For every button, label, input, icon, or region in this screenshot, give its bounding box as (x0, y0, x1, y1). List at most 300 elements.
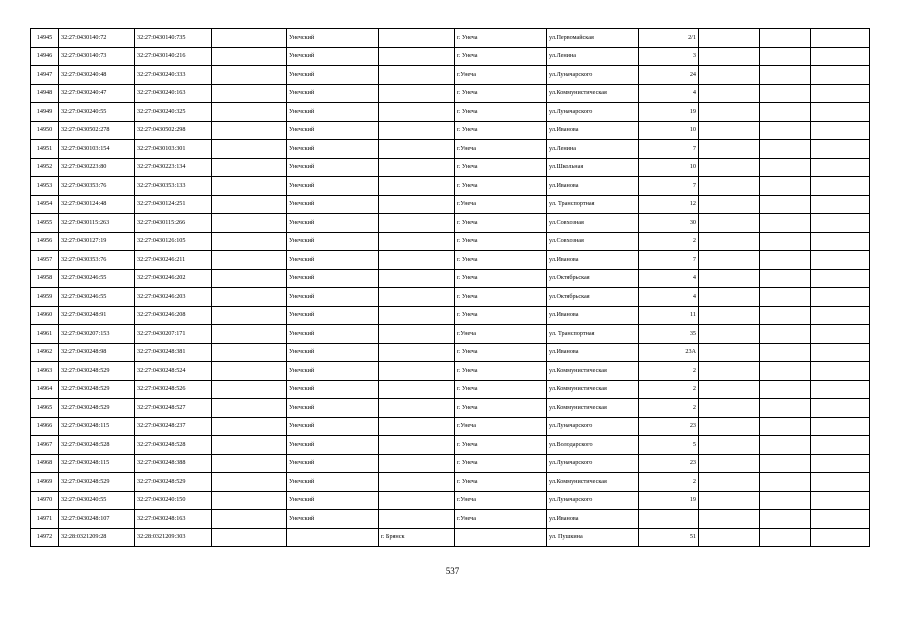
cell-house-number: 4 (639, 269, 699, 288)
cell-empty-column (212, 399, 287, 418)
cell-city-alt: г. Брянск (379, 528, 455, 547)
cell-street: ул.Иванова (547, 121, 639, 140)
cell-empty-column (212, 195, 287, 214)
cell-house-number: 3 (639, 47, 699, 66)
cell-street: ул.Иванова (547, 251, 639, 270)
cell-extra-column-2 (760, 417, 811, 436)
cell-extra-column-3 (811, 251, 870, 270)
cell-city: г.Унеча (455, 510, 547, 529)
cell-empty-column (212, 84, 287, 103)
cell-extra-column-1 (699, 47, 760, 66)
cell-street: ул. Пушкина (547, 528, 639, 547)
cell-empty-column (212, 269, 287, 288)
cell-extra-column-3 (811, 528, 870, 547)
cell-empty-column (212, 491, 287, 510)
cell-extra-column-1 (699, 214, 760, 233)
cell-street: ул.Луначарского (547, 103, 639, 122)
cell-empty-column (212, 47, 287, 66)
cell-city: г. Унеча (455, 214, 547, 233)
cell-city-alt (379, 510, 455, 529)
cell-cadastral-number-building: 32:27:0430248:529 (135, 473, 212, 492)
cell-record-number: 14968 (31, 454, 59, 473)
cell-street: ул.Совхозная (547, 232, 639, 251)
cell-city-alt (379, 195, 455, 214)
cell-district: Унечский (287, 84, 379, 103)
cell-house-number: 35 (639, 325, 699, 344)
cell-city: г.Унеча (455, 491, 547, 510)
cell-city: г. Унеча (455, 29, 547, 48)
cell-city: г. Унеча (455, 177, 547, 196)
cell-cadastral-number-land: 32:27:0430502:278 (59, 121, 135, 140)
cell-city: г.Унеча (455, 66, 547, 85)
cell-extra-column-3 (811, 103, 870, 122)
cell-city-alt (379, 454, 455, 473)
cell-record-number: 14959 (31, 288, 59, 307)
cell-extra-column-2 (760, 528, 811, 547)
table-row (31, 158, 870, 177)
cell-house-number: 23А (639, 343, 699, 362)
cell-house-number: 2 (639, 380, 699, 399)
cell-extra-column-1 (699, 491, 760, 510)
cell-extra-column-3 (811, 214, 870, 233)
cell-cadastral-number-land: 32:27:0430248:115 (59, 454, 135, 473)
cell-city: г. Унеча (455, 251, 547, 270)
cell-empty-column (212, 343, 287, 362)
cell-city-alt (379, 399, 455, 418)
cell-extra-column-1 (699, 66, 760, 85)
cell-record-number: 14956 (31, 232, 59, 251)
cell-extra-column-2 (760, 177, 811, 196)
cell-city (455, 528, 547, 547)
cell-street: ул.Совхозная (547, 214, 639, 233)
cell-district: Унечский (287, 454, 379, 473)
table-row (31, 232, 870, 251)
cell-house-number: 2 (639, 473, 699, 492)
cell-empty-column (212, 232, 287, 251)
cell-house-number: 4 (639, 288, 699, 307)
cell-cadastral-number-building: 32:27:0430353:133 (135, 177, 212, 196)
cell-extra-column-1 (699, 510, 760, 529)
cell-empty-column (212, 177, 287, 196)
cell-district: Унечский (287, 66, 379, 85)
cell-empty-column (212, 528, 287, 547)
cell-empty-column (212, 436, 287, 455)
cell-extra-column-2 (760, 399, 811, 418)
cell-extra-column-1 (699, 177, 760, 196)
cell-cadastral-number-building: 32:27:0430126:105 (135, 232, 212, 251)
cell-city: г. Унеча (455, 473, 547, 492)
cell-cadastral-number-land: 32:27:0430140:72 (59, 29, 135, 48)
cell-district: Унечский (287, 214, 379, 233)
cell-extra-column-3 (811, 140, 870, 159)
cell-district: Унечский (287, 491, 379, 510)
cell-extra-column-3 (811, 121, 870, 140)
cell-record-number: 14958 (31, 269, 59, 288)
cell-cadastral-number-land: 32:27:0430248:529 (59, 399, 135, 418)
cell-district: Унечский (287, 473, 379, 492)
cell-extra-column-3 (811, 158, 870, 177)
cell-district: Унечский (287, 288, 379, 307)
cell-extra-column-1 (699, 399, 760, 418)
cell-extra-column-1 (699, 436, 760, 455)
cell-city: г. Унеча (455, 269, 547, 288)
cell-cadastral-number-land: 32:27:0430248:529 (59, 380, 135, 399)
cell-city: г. Унеча (455, 103, 547, 122)
cell-city-alt (379, 325, 455, 344)
cell-extra-column-3 (811, 343, 870, 362)
cell-city: г. Унеча (455, 288, 547, 307)
cell-city: г.Унеча (455, 325, 547, 344)
cell-house-number: 23 (639, 454, 699, 473)
cell-extra-column-2 (760, 103, 811, 122)
cell-street: ул.Школьная (547, 158, 639, 177)
cell-record-number: 14945 (31, 29, 59, 48)
cell-district: Унечский (287, 380, 379, 399)
cell-city: г. Унеча (455, 362, 547, 381)
cell-cadastral-number-building: 32:27:0430248:524 (135, 362, 212, 381)
table-row (31, 140, 870, 159)
cell-record-number: 14964 (31, 380, 59, 399)
cell-district: Унечский (287, 343, 379, 362)
cell-extra-column-2 (760, 251, 811, 270)
cell-district: Унечский (287, 269, 379, 288)
cell-extra-column-1 (699, 288, 760, 307)
cell-cadastral-number-building: 32:27:0430103:301 (135, 140, 212, 159)
cell-street: ул.Володарского (547, 436, 639, 455)
cell-city: г.Унеча (455, 417, 547, 436)
cell-street: ул. Транспортная (547, 325, 639, 344)
cell-empty-column (212, 380, 287, 399)
cell-cadastral-number-land: 32:27:0430240:55 (59, 103, 135, 122)
cell-extra-column-3 (811, 454, 870, 473)
cell-city-alt (379, 269, 455, 288)
cell-house-number: 4 (639, 84, 699, 103)
cell-empty-column (212, 158, 287, 177)
cell-house-number: 7 (639, 251, 699, 270)
cell-cadastral-number-building: 32:27:0430248:237 (135, 417, 212, 436)
cell-city-alt (379, 380, 455, 399)
table-row (31, 436, 870, 455)
table-row (31, 325, 870, 344)
cell-city-alt (379, 232, 455, 251)
cell-extra-column-1 (699, 195, 760, 214)
cell-extra-column-1 (699, 380, 760, 399)
table-row (31, 103, 870, 122)
cell-cadastral-number-land: 32:27:0430248:91 (59, 306, 135, 325)
cell-extra-column-3 (811, 177, 870, 196)
table-row (31, 288, 870, 307)
cell-city-alt (379, 140, 455, 159)
cell-extra-column-2 (760, 380, 811, 399)
cell-street: ул.Октябрьская (547, 288, 639, 307)
cell-extra-column-1 (699, 528, 760, 547)
cell-district: Унечский (287, 399, 379, 418)
cell-city-alt (379, 288, 455, 307)
cell-extra-column-2 (760, 436, 811, 455)
cell-extra-column-3 (811, 380, 870, 399)
cell-extra-column-3 (811, 232, 870, 251)
cell-district: Унечский (287, 195, 379, 214)
cell-record-number: 14971 (31, 510, 59, 529)
cell-cadastral-number-building: 32:27:0430240:163 (135, 84, 212, 103)
table-row (31, 343, 870, 362)
cell-cadastral-number-building: 32:27:0430124:251 (135, 195, 212, 214)
table-row (31, 380, 870, 399)
cell-house-number: 10 (639, 121, 699, 140)
cell-city: г. Унеча (455, 454, 547, 473)
cell-extra-column-2 (760, 121, 811, 140)
cell-cadastral-number-land: 32:27:0430240:47 (59, 84, 135, 103)
cell-street: ул.Иванова (547, 343, 639, 362)
cell-empty-column (212, 140, 287, 159)
table-row (31, 29, 870, 48)
cell-cadastral-number-land: 32:27:0430124:48 (59, 195, 135, 214)
cell-street: ул.Иванова (547, 306, 639, 325)
cell-extra-column-2 (760, 454, 811, 473)
cell-extra-column-1 (699, 158, 760, 177)
cell-extra-column-1 (699, 84, 760, 103)
cell-city-alt (379, 417, 455, 436)
cell-city: г. Унеча (455, 47, 547, 66)
cell-district: Унечский (287, 158, 379, 177)
cell-record-number: 14966 (31, 417, 59, 436)
cell-empty-column (212, 214, 287, 233)
cell-street: ул.Иванова (547, 510, 639, 529)
cell-record-number: 14962 (31, 343, 59, 362)
cell-district: Унечский (287, 251, 379, 270)
cell-empty-column (212, 454, 287, 473)
cell-house-number: 11 (639, 306, 699, 325)
cell-cadastral-number-building: 32:27:0430140:735 (135, 29, 212, 48)
cell-extra-column-1 (699, 29, 760, 48)
cell-record-number: 14953 (31, 177, 59, 196)
cell-empty-column (212, 288, 287, 307)
cell-city: г. Унеча (455, 343, 547, 362)
cell-street: ул.Ленина (547, 140, 639, 159)
cell-cadastral-number-building: 32:27:0430502:298 (135, 121, 212, 140)
cell-city-alt (379, 436, 455, 455)
cell-cadastral-number-building: 32:27:0430115:266 (135, 214, 212, 233)
cell-extra-column-3 (811, 66, 870, 85)
cell-street: ул.Коммунистическая (547, 473, 639, 492)
cell-city-alt (379, 66, 455, 85)
cell-record-number: 14950 (31, 121, 59, 140)
cell-extra-column-2 (760, 491, 811, 510)
cell-house-number: 19 (639, 103, 699, 122)
cell-extra-column-1 (699, 140, 760, 159)
cell-extra-column-3 (811, 417, 870, 436)
cell-extra-column-3 (811, 491, 870, 510)
cell-cadastral-number-land: 32:27:0430248:529 (59, 362, 135, 381)
cell-city: г. Унеча (455, 306, 547, 325)
cell-house-number: 24 (639, 66, 699, 85)
cell-cadastral-number-building: 32:27:0430248:528 (135, 436, 212, 455)
cell-extra-column-2 (760, 343, 811, 362)
cell-street: ул.Иванова (547, 177, 639, 196)
cell-cadastral-number-land: 32:27:0430353:76 (59, 251, 135, 270)
cell-extra-column-3 (811, 399, 870, 418)
cell-street: ул.Первомайская (547, 29, 639, 48)
cell-city: г. Унеча (455, 121, 547, 140)
cell-house-number: 12 (639, 195, 699, 214)
cell-record-number: 14960 (31, 306, 59, 325)
cell-cadastral-number-building: 32:27:0430207:171 (135, 325, 212, 344)
cell-extra-column-1 (699, 306, 760, 325)
cell-street: ул.Луначарского (547, 66, 639, 85)
cell-cadastral-number-land: 32:27:0430248:115 (59, 417, 135, 436)
cell-district: Унечский (287, 510, 379, 529)
cell-extra-column-2 (760, 84, 811, 103)
cell-city-alt (379, 214, 455, 233)
cell-cadastral-number-building: 32:27:0430223:134 (135, 158, 212, 177)
cell-district: Унечский (287, 140, 379, 159)
cell-cadastral-number-building: 32:27:0430240:333 (135, 66, 212, 85)
table-row (31, 195, 870, 214)
cell-street: ул.Коммунистическая (547, 84, 639, 103)
cell-district: Унечский (287, 47, 379, 66)
cell-empty-column (212, 325, 287, 344)
cell-cadastral-number-land: 32:27:0430240:48 (59, 66, 135, 85)
cell-record-number: 14951 (31, 140, 59, 159)
cell-extra-column-3 (811, 47, 870, 66)
cell-district: Унечский (287, 103, 379, 122)
cell-extra-column-3 (811, 510, 870, 529)
cell-city-alt (379, 491, 455, 510)
cell-record-number: 14969 (31, 473, 59, 492)
cell-city: г. Унеча (455, 84, 547, 103)
cell-street: ул.Коммунистическая (547, 380, 639, 399)
cell-street: ул.Луначарского (547, 491, 639, 510)
cell-extra-column-1 (699, 103, 760, 122)
cell-cadastral-number-land: 32:27:0430246:55 (59, 269, 135, 288)
cell-extra-column-2 (760, 195, 811, 214)
cell-house-number: 5 (639, 436, 699, 455)
cell-city: г.Унеча (455, 140, 547, 159)
cell-house-number: 7 (639, 140, 699, 159)
cell-cadastral-number-building: 32:27:0430248:163 (135, 510, 212, 529)
cell-cadastral-number-land: 32:27:0430248:98 (59, 343, 135, 362)
cell-extra-column-3 (811, 29, 870, 48)
cell-city: г.Унеча (455, 195, 547, 214)
cell-extra-column-3 (811, 269, 870, 288)
table-row (31, 510, 870, 529)
cell-district: Унечский (287, 177, 379, 196)
table-row (31, 454, 870, 473)
cell-empty-column (212, 362, 287, 381)
cell-empty-column (212, 510, 287, 529)
cell-cadastral-number-land: 32:27:0430353:76 (59, 177, 135, 196)
cell-district: Унечский (287, 306, 379, 325)
cell-extra-column-3 (811, 436, 870, 455)
cell-cadastral-number-building: 32:27:0430246:208 (135, 306, 212, 325)
cell-city-alt (379, 251, 455, 270)
cell-empty-column (212, 417, 287, 436)
cell-city-alt (379, 84, 455, 103)
cell-record-number: 14957 (31, 251, 59, 270)
cell-extra-column-1 (699, 343, 760, 362)
table-row (31, 177, 870, 196)
page-number: 537 (445, 566, 460, 576)
cell-record-number: 14970 (31, 491, 59, 510)
register-table (30, 28, 870, 547)
cell-cadastral-number-land: 32:28:0321209:28 (59, 528, 135, 547)
table-row (31, 269, 870, 288)
cell-house-number: 23 (639, 417, 699, 436)
table-row (31, 121, 870, 140)
cell-extra-column-1 (699, 269, 760, 288)
cell-district (287, 528, 379, 547)
cell-house-number (639, 510, 699, 529)
cell-extra-column-3 (811, 84, 870, 103)
table-row (31, 66, 870, 85)
cell-extra-column-2 (760, 47, 811, 66)
cell-extra-column-3 (811, 325, 870, 344)
table-row (31, 362, 870, 381)
cell-city-alt (379, 103, 455, 122)
cell-record-number: 14946 (31, 47, 59, 66)
cell-cadastral-number-building: 32:28:0321209:303 (135, 528, 212, 547)
table-row (31, 214, 870, 233)
cell-extra-column-1 (699, 417, 760, 436)
cell-cadastral-number-building: 32:27:0430246:203 (135, 288, 212, 307)
cell-cadastral-number-land: 32:27:0430223:80 (59, 158, 135, 177)
cell-city-alt (379, 343, 455, 362)
cell-house-number: 2 (639, 399, 699, 418)
cell-cadastral-number-building: 32:27:0430246:211 (135, 251, 212, 270)
cell-extra-column-2 (760, 232, 811, 251)
cell-district: Унечский (287, 436, 379, 455)
cell-extra-column-2 (760, 325, 811, 344)
cell-cadastral-number-building: 32:27:0430240:150 (135, 491, 212, 510)
cell-record-number: 14972 (31, 528, 59, 547)
cell-extra-column-3 (811, 288, 870, 307)
cell-extra-column-2 (760, 362, 811, 381)
cell-district: Унечский (287, 121, 379, 140)
cell-cadastral-number-land: 32:27:0430248:528 (59, 436, 135, 455)
table-row (31, 491, 870, 510)
cell-extra-column-1 (699, 121, 760, 140)
cell-street: ул.Луначарского (547, 417, 639, 436)
cell-city: г. Унеча (455, 436, 547, 455)
cell-house-number: 10 (639, 158, 699, 177)
cell-district: Унечский (287, 417, 379, 436)
register-table-body (31, 29, 870, 547)
cell-extra-column-3 (811, 306, 870, 325)
cell-district: Унечский (287, 325, 379, 344)
cell-cadastral-number-land: 32:27:0430127:19 (59, 232, 135, 251)
table-row (31, 528, 870, 547)
cell-cadastral-number-land: 32:27:0430240:55 (59, 491, 135, 510)
table-row (31, 399, 870, 418)
cell-extra-column-1 (699, 251, 760, 270)
cell-extra-column-1 (699, 325, 760, 344)
cell-cadastral-number-land: 32:27:0430246:55 (59, 288, 135, 307)
table-row (31, 251, 870, 270)
cell-city-alt (379, 306, 455, 325)
cell-house-number: 2/1 (639, 29, 699, 48)
cell-extra-column-3 (811, 473, 870, 492)
cell-extra-column-2 (760, 510, 811, 529)
cell-record-number: 14948 (31, 84, 59, 103)
cell-street: ул. Транспортная (547, 195, 639, 214)
cell-empty-column (212, 473, 287, 492)
cell-cadastral-number-building: 32:27:0430248:381 (135, 343, 212, 362)
cell-city-alt (379, 121, 455, 140)
cell-cadastral-number-land: 32:27:0430115:263 (59, 214, 135, 233)
cell-house-number: 7 (639, 177, 699, 196)
cell-street: ул.Луначарского (547, 454, 639, 473)
cell-cadastral-number-building: 32:27:0430248:526 (135, 380, 212, 399)
